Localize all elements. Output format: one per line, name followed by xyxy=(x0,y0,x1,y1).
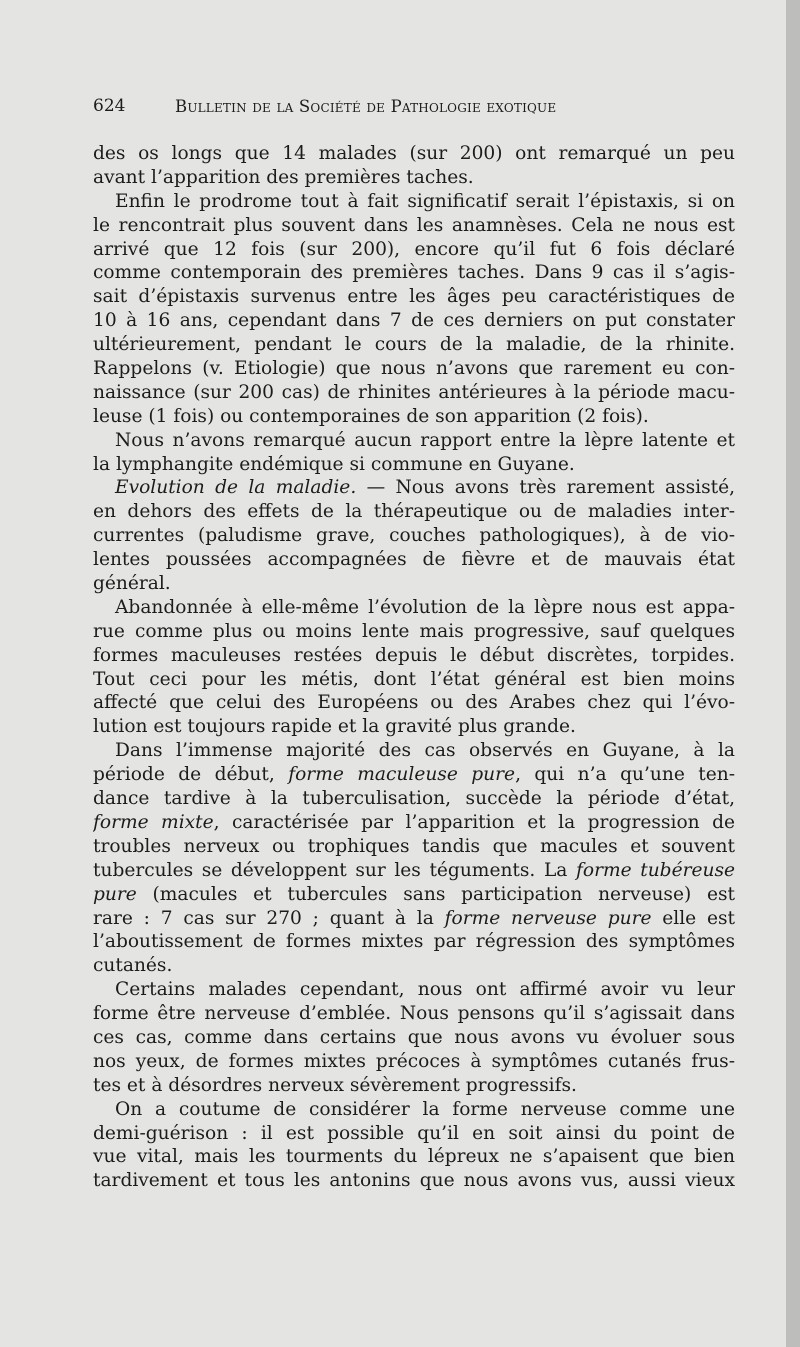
text-run: des os longs que 14 malades (sur 200) ont remarqué un peu xyxy=(93,143,735,164)
text-run: Nous n’avons remarqué aucun rapport entre la lèpre latente et xyxy=(115,429,735,451)
text-line xyxy=(93,907,735,931)
text-run: Rappelons (v. Etiologie) que nous n’avons que rarement eu con- xyxy=(93,358,735,380)
text-line xyxy=(93,405,735,429)
text-line xyxy=(93,1074,735,1098)
italic-text: Evolution de la maladie. xyxy=(115,477,357,499)
text-run: ultérieurement, pendant le cours de la maladie, de la rhinite. xyxy=(93,334,735,356)
text-line xyxy=(93,238,735,262)
text-line xyxy=(93,429,735,453)
text-line xyxy=(93,214,735,238)
text-line xyxy=(93,1145,735,1169)
text-run: Enfin le prodrome tout à fait significatif serait l’épistaxis, si on xyxy=(115,190,735,212)
text-line xyxy=(93,668,735,692)
text-run: tardivement et tous les antonins que nous avons vus, aussi vieux xyxy=(93,1170,735,1192)
text-line xyxy=(93,596,735,620)
text-run: forme être nerveuse d’emblée. Nous pensons qu’il s’agissait dans xyxy=(93,1003,735,1025)
text-run: général. xyxy=(93,573,171,595)
text-line xyxy=(93,715,735,739)
text-line xyxy=(93,1169,735,1193)
body-text xyxy=(93,142,735,1193)
text-line xyxy=(93,1122,735,1146)
text-line xyxy=(93,309,735,333)
text-run: le rencontrait plus souvent dans les anamnèses. Cela ne nous est xyxy=(93,214,735,236)
text-line xyxy=(93,1026,735,1050)
text-line xyxy=(93,1050,735,1074)
text-line xyxy=(93,930,735,954)
text-line xyxy=(93,835,735,859)
text-line xyxy=(93,333,735,357)
text-line xyxy=(93,476,735,500)
text-run: leuse (1 fois) ou contemporaines de son apparition (2 fois). xyxy=(93,405,649,427)
running-title: Bulletin de la Société de Pathologie exotique xyxy=(175,97,557,116)
text-line xyxy=(93,691,735,715)
text-run: dance tardive à la tuberculisation, succède la période d’état, xyxy=(93,788,735,810)
text-line xyxy=(93,261,735,285)
text-line xyxy=(93,644,735,668)
text-run: Certains malades cependant, nous ont affirmé avoir vu leur xyxy=(115,979,735,1001)
text-line xyxy=(93,859,735,883)
text-run: lution est toujours rapide et la gravité plus grande. xyxy=(93,716,576,738)
text-run: nos yeux, de formes mixtes précoces à symptômes cutanés frus- xyxy=(93,1050,735,1072)
italic-text: forme mixte xyxy=(93,811,214,833)
text-line xyxy=(93,1002,735,1026)
text-line xyxy=(93,739,735,763)
italic-text: forme tubéreuse xyxy=(576,859,735,881)
text-line xyxy=(93,978,735,1002)
text-line xyxy=(93,285,735,309)
text-run: la lymphangite endémique si commune en Guyane. xyxy=(93,453,575,475)
text-line xyxy=(93,883,735,907)
text-run: l’aboutissement de formes mixtes par régression des symptômes xyxy=(93,931,735,953)
text-run: avant l’apparition des premières taches. xyxy=(93,166,474,188)
text-run: , qui n’a qu’une ten- xyxy=(515,764,735,786)
text-run: tubercules se développent sur les téguments. La xyxy=(93,859,577,881)
text-run: affecté que celui des Européens ou des Arabes chez qui l’évo- xyxy=(93,692,735,714)
text-line xyxy=(93,524,735,548)
text-run: formes maculeuses restées depuis le début discrètes, torpides. xyxy=(93,644,735,666)
text-run: (macules et tubercules sans participation nerveuse) est xyxy=(136,883,735,905)
text-run: rare : 7 cas sur 270 ; quant à la xyxy=(93,907,445,929)
text-run: — Nous avons très rarement assisté, xyxy=(356,477,735,499)
text-line xyxy=(93,763,735,787)
text-line xyxy=(93,620,735,644)
text-line xyxy=(93,954,735,978)
text-run: currentes (paludisme grave, couches pathologiques), à de vio- xyxy=(93,525,735,547)
text-run: sait d’épistaxis survenus entre les âges peu caractéristiques de xyxy=(93,286,735,308)
text-line xyxy=(93,548,735,572)
italic-text: forme maculeuse pure xyxy=(288,764,516,786)
page-number: 624 xyxy=(93,96,126,116)
text-run: vue vital, mais les tourments du lépreux ne s’apaisent que bien xyxy=(93,1146,735,1168)
text-run: elle est xyxy=(651,907,735,929)
text-line xyxy=(93,500,735,524)
page-header xyxy=(93,96,733,118)
text-line xyxy=(93,166,735,190)
text-line xyxy=(93,381,735,405)
text-run: ces cas, comme dans certains que nous avons vu évoluer sous xyxy=(93,1026,735,1048)
text-run: Abandonnée à elle-même l’évolution de la lèpre nous est appa- xyxy=(115,596,735,618)
text-run: en dehors des effets de la thérapeutique ou de maladies inter- xyxy=(93,501,735,523)
italic-text: pure xyxy=(93,883,137,905)
text-run: troubles nerveux ou trophiques tandis que macules et souvent xyxy=(93,835,735,857)
text-run: rue comme plus ou moins lente mais progressive, sauf quelques xyxy=(93,620,735,642)
text-run: période de début, xyxy=(93,764,289,786)
text-line xyxy=(93,811,735,835)
text-run: comme contemporain des premières taches. Dans 9 cas il s’agis- xyxy=(93,262,735,284)
text-line xyxy=(93,572,735,596)
text-run: Tout ceci pour les métis, dont l’état général est bien moins xyxy=(93,668,735,690)
text-run: cutanés. xyxy=(93,955,173,977)
text-run: demi-guérison : il est possible qu’il en soit ainsi du point de xyxy=(93,1122,735,1144)
text-run: 10 à 16 ans, cependant dans 7 de ces derniers on put constater xyxy=(93,310,735,332)
text-line xyxy=(93,453,735,477)
italic-text: forme nerveuse pure xyxy=(444,907,652,929)
text-run: , caractérisée par l’apparition et la progression de xyxy=(213,811,735,833)
text-line xyxy=(93,142,735,166)
text-run: naissance (sur 200 cas) de rhinites antérieures à la période macu- xyxy=(93,381,735,403)
text-line xyxy=(93,787,735,811)
text-line xyxy=(93,1098,735,1122)
text-run: Dans l’immense majorité des cas observés en Guyane, à la xyxy=(115,740,735,762)
text-run: lentes poussées accompagnées de fièvre et de mauvais état xyxy=(93,549,735,571)
text-run: arrivé que 12 fois (sur 200), encore qu’il fut 6 fois déclaré xyxy=(93,238,735,260)
text-line xyxy=(93,357,735,381)
text-run: On a coutume de considérer la forme nerveuse comme une xyxy=(115,1098,735,1120)
text-run: tes et à désordres nerveux sévèrement progressifs. xyxy=(93,1074,577,1096)
text-line xyxy=(93,190,735,214)
